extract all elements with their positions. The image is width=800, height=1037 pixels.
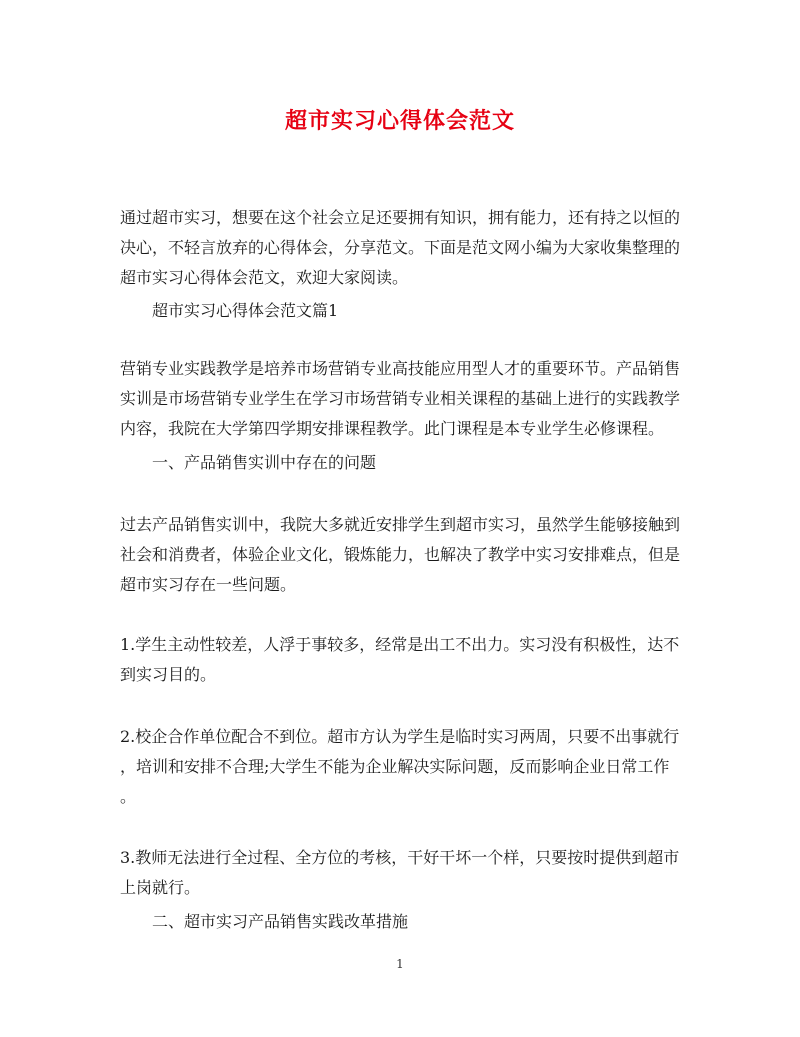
paragraph-2 bbox=[120, 510, 688, 600]
section-heading: 超市实习心得体会范文篇1 bbox=[152, 301, 339, 320]
heading-1: 一、产品销售实训中存在的问题 bbox=[152, 453, 377, 472]
text-line: 通过超市实习，想要在这个社会立足还要拥有知识，拥有能力，还有持之以恒的 bbox=[120, 208, 681, 227]
intro-paragraph bbox=[120, 203, 688, 293]
text-line: 内容，我院在大学第四学期安排课程教学。此门课程是本专业学生必修课程。 bbox=[120, 419, 665, 438]
text-line: 。 bbox=[120, 787, 137, 806]
list-item-2 bbox=[120, 722, 688, 812]
paragraph-1 bbox=[120, 354, 688, 444]
document-title: 超市实习心得体会范文 bbox=[284, 108, 515, 134]
text-line: 3.教师无法进行全过程、全方位的考核，干好干坏一个样，只要按时提供到超市 bbox=[120, 848, 680, 867]
text-line: 超市实习存在一些问题。 bbox=[120, 575, 297, 594]
text-line: 上岗就行。 bbox=[120, 878, 201, 897]
text-line: 过去产品销售实训中，我院大多就近安排学生到超市实习，虽然学生能够接触到 bbox=[120, 515, 681, 534]
text-line: 实训是市场营销专业学生在学习市场营销专业相关课程的基础上进行的实践教学 bbox=[120, 389, 681, 408]
page-number: 1 bbox=[396, 957, 404, 971]
text-line: 决心，不轻言放弃的心得体会，分享范文。下面是范文网小编为大家收集整理的 bbox=[120, 238, 681, 257]
list-item-3 bbox=[120, 843, 688, 903]
text-line: 社会和消费者，体验企业文化，锻炼能力，也解决了教学中实习安排难点，但是 bbox=[120, 545, 681, 564]
text-line: 超市实习心得体会范文，欢迎大家阅读。 bbox=[120, 268, 409, 287]
list-item-1 bbox=[120, 630, 688, 690]
text-line: 营销专业实践教学是培养市场营销专业高技能应用型人才的重要环节。产品销售 bbox=[120, 359, 681, 378]
text-line: 1.学生主动性较差，人浮于事较多，经常是出工不出力。实习没有积极性，达不 bbox=[120, 635, 680, 654]
heading-2: 二、超市实习产品销售实践改革措施 bbox=[152, 912, 409, 931]
text-line: ，培训和安排不合理;大学生不能为企业解决实际问题，反而影响企业日常工作 bbox=[120, 757, 670, 776]
text-line: 2.校企合作单位配合不到位。超市方认为学生是临时实习两周，只要不出事就行 bbox=[120, 727, 680, 746]
text-line: 到实习目的。 bbox=[120, 665, 217, 684]
